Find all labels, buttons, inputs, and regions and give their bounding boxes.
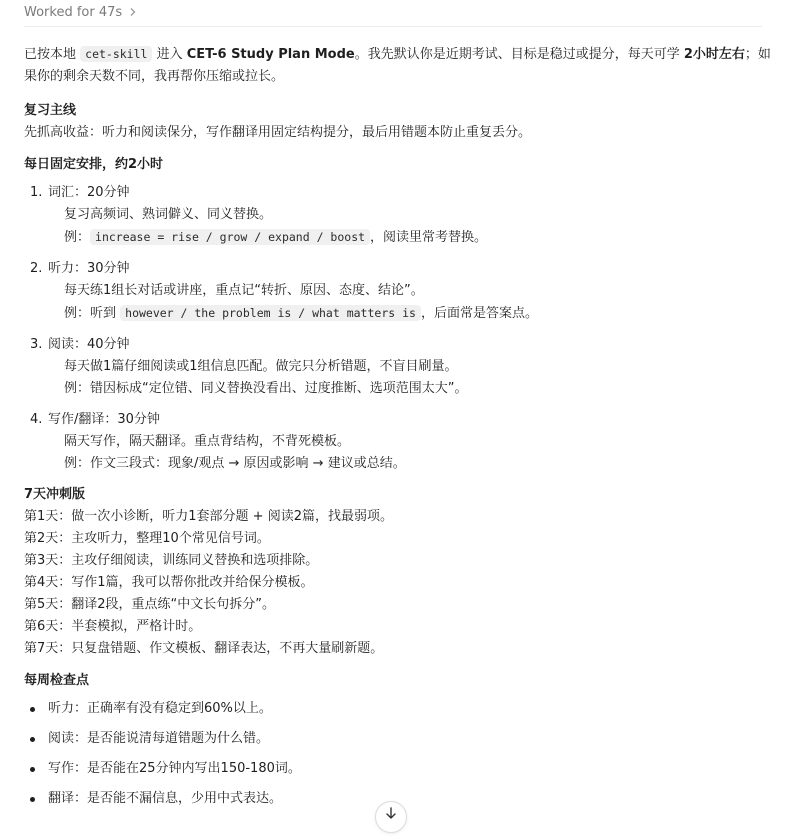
- daily-item: [30, 258, 774, 325]
- example-prefix: 例：错因标成“定位错、同义替换没看出、过度推断、选项范围太大”。: [64, 381, 468, 396]
- daily-item-desc: 复习高频词、熟词僻义、同义替换。: [64, 207, 273, 222]
- weekly-list: [24, 698, 774, 810]
- daily-item-example: [48, 302, 774, 325]
- sprint-day: 第6天：半套模拟，严格计时。: [24, 619, 202, 634]
- sprint-day: 第1天：做一次小诊断，听力1套部分题 + 阅读2篇，找最弱项。: [24, 509, 393, 524]
- sprint-day: 第2天：主攻听力，整理10个常见信号词。: [24, 531, 270, 546]
- weekly-title: 每周检查点: [24, 673, 90, 688]
- daily-item-example: [48, 453, 774, 475]
- example-suffix: ，阅读里常考替换。: [370, 230, 488, 245]
- daily-item-head: 阅读：40分钟: [48, 337, 130, 352]
- example-code: increase = rise / grow / expand / boost: [90, 229, 370, 245]
- sprint-title: 7天冲刺版: [24, 487, 86, 502]
- sprint-day: 第3天：主攻仔细阅读，训练同义替换和选项排除。: [24, 553, 319, 568]
- example-prefix: 例：作文三段式：现象/观点 → 原因或影响 → 建议或总结。: [64, 456, 406, 471]
- skill-code: cet-skill: [80, 46, 152, 62]
- weekly-item: 听力：正确率有没有稳定到60%以上。: [44, 698, 774, 720]
- example-suffix: ，后面常是答案点。: [420, 306, 538, 321]
- arrow-down-icon: [384, 806, 398, 828]
- daily-item-head: 写作/翻译：30分钟: [48, 412, 160, 427]
- daily-list: [24, 182, 774, 475]
- intro-after-mode: 。我先默认你是近期考试、目标是稳过或提分，每天可学: [354, 47, 684, 62]
- hours-bold: 2小时左右: [683, 47, 745, 62]
- intro-paragraph: [24, 43, 774, 88]
- scroll-to-bottom-button[interactable]: [375, 801, 407, 833]
- sprint-day: 第4天：写作1篇，我可以帮你批改并给保分模板。: [24, 575, 314, 590]
- weekly-item: 翻译：是否能不漏信息，少用中式表达。: [44, 788, 774, 810]
- daily-item: [30, 182, 774, 249]
- daily-item: [30, 409, 774, 475]
- weekly-item: 写作：是否能在25分钟内写出150-180词。: [44, 758, 774, 780]
- daily-item-desc: 每天练1组长对话或讲座，重点记“转折、原因、态度、结论”。: [64, 283, 424, 298]
- example-code: however / the problem is / what matters is: [120, 305, 421, 321]
- worked-for-label: Worked for 47s: [24, 5, 123, 20]
- chat-message: [24, 0, 774, 818]
- daily-item-example: [48, 226, 774, 249]
- intro-middle: 进入: [152, 47, 187, 62]
- intro-suffix: ；如果你的剩余天数不同，我再帮你压缩或拉长。: [24, 47, 771, 84]
- sprint-day: 第7天：只复盘错题、作文模板、翻译表达，不再大量刷新题。: [24, 641, 384, 656]
- chevron-right-icon: [128, 2, 138, 24]
- daily-item-head: 听力：30分钟: [48, 261, 130, 276]
- daily-title: 每日固定安排，约2小时: [24, 157, 164, 172]
- main-line-title: 复习主线: [24, 103, 77, 118]
- daily-item-number: 1.: [30, 185, 43, 200]
- daily-item-number: 4.: [30, 412, 43, 427]
- daily-item-desc: 隔天写作，隔天翻译。重点背结构，不背死模板。: [64, 434, 351, 449]
- daily-item-example: [48, 378, 774, 400]
- daily-item-number: 3.: [30, 337, 43, 352]
- daily-item-desc: 每天做1篇仔细阅读或1组信息匹配。做完只分析错题，不盲目刷量。: [64, 359, 458, 374]
- daily-item-number: 2.: [30, 261, 43, 276]
- main-line-text: 先抓高收益：听力和阅读保分，写作翻译用固定结构提分，最后用错题本防止重复丢分。: [24, 125, 532, 140]
- daily-item-head: 词汇：20分钟: [48, 185, 130, 200]
- weekly-item: 阅读：是否能说清每道错题为什么错。: [44, 728, 774, 750]
- sprint-day: 第5天：翻译2段，重点练“中文长句拆分”。: [24, 597, 276, 612]
- daily-item: [30, 334, 774, 400]
- sprint-list: [24, 506, 774, 660]
- example-prefix: 例：: [64, 230, 91, 245]
- example-prefix: 例：听到: [64, 306, 121, 321]
- intro-prefix: 已按本地: [24, 47, 81, 62]
- mode-name: CET-6 Study Plan Mode: [186, 47, 355, 62]
- worked-for-toggle[interactable]: [24, 0, 762, 27]
